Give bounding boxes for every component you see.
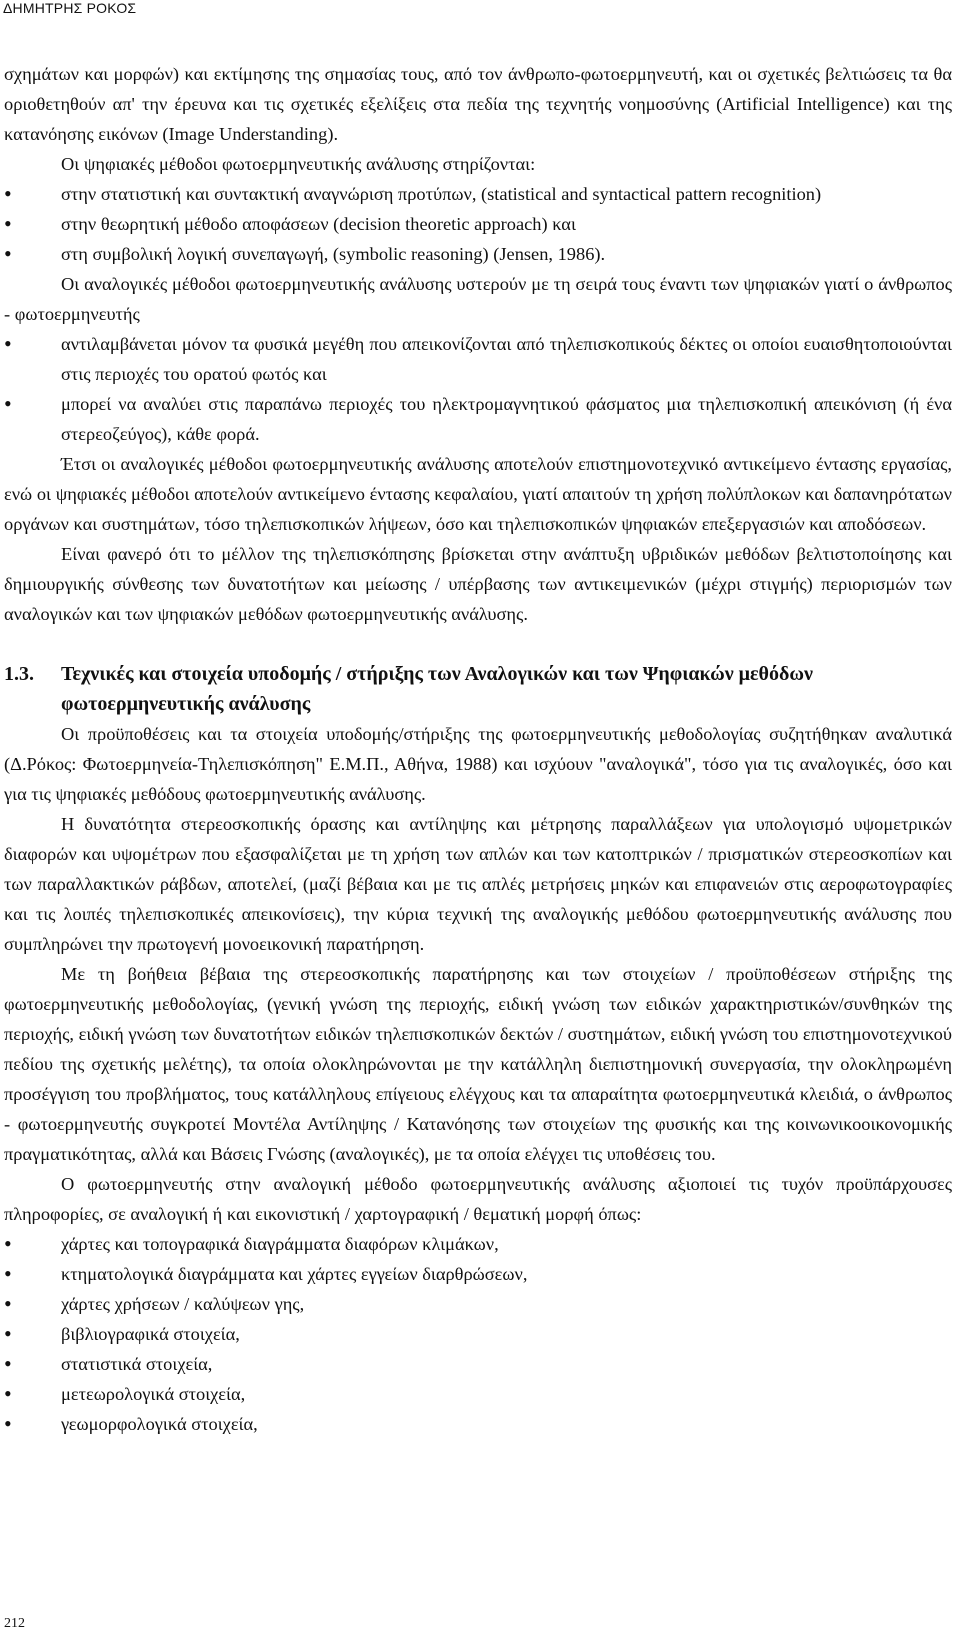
paragraph: Είναι φανερό ότι το μέλλον της τηλεπισκόπησης βρίσκεται στην ανάπτυξη υβριδικών μεθόδων βελτιστοποίησης και δημιουργικής σύνθεσης των δυνατοτήτων και μείωσης / υπέρβασης των αντικειμενικών (μέχρι στιγμής) περιορισμών των αναλογικών και των ψηφιακών μεθόδων φωτοερμηνευτικής ανάλυσης. [4, 544, 952, 624]
paragraph: Με τη βοήθεια βέβαια της στερεοσκοπικής παρατήρησης και των στοιχείων / προϋποθέσεων στήριξης της φωτοερμηνευτικής μεθοδολογίας, (γενική γνώση της περιοχής, ειδική γνώση των ειδικών χαρακτηριστικών/συνθηκών της περιοχής, ειδική γνώση των δυνατοτήτων ειδικών τηλεπισκοπικών δεκτών / συστημάτων, ειδική γνώση του επιστημονοτεχνικού πεδίου της σχετικής μελέτης), τα οποία ολοκληρώνονται με την κατάλληλη διεπιστημονική συνεργασία, την ολοκληρωμένη προσέγγιση του προβλήματος, τους κατάλληλους επίγειους ελέγχους και τα απαραίτητα φωτοερμηνευτικά κλειδιά, ο άνθρωπος - φωτοερμηνευτής συγκροτεί Μοντέλα Αντίληψης / Κατανόησης των στοιχείων της φυσικής και της κοινωνικοοικονομικής πραγματικότητας, αλλά και Βάσεις Γνώσης (αναλογικές), με τα οποία ελέγχει τις υποθέσεις του. [4, 964, 952, 1164]
bullet-item: • στην θεωρητική μέθοδο αποφάσεων (decision theoretic approach) και [4, 209, 952, 239]
bullet-item: • στατιστικά στοιχεία, [4, 1349, 952, 1379]
section-number: 1.3. [4, 663, 34, 685]
bullet-item: • μετεωρολογικά στοιχεία, [4, 1379, 952, 1409]
bullet-item: • βιβλιογραφικά στοιχεία, [4, 1319, 952, 1349]
paragraph: Οι αναλογικές μέθοδοι φωτοερμηνευτικής ανάλυσης υστερούν με τη σειρά τους έναντι των ψηφιακών γιατί ο άνθρωπος - φωτοερμηνευτής [4, 274, 952, 324]
bullet-item: • γεωμορφολογικά στοιχεία, [4, 1409, 952, 1439]
paragraph: Η δυνατότητα στερεοσκοπικής όρασης και αντίληψης και μέτρησης παραλλάξεων για υπολογισμό υψομετρικών διαφορών και υψομέτρων που εξασφαλίζεται με τη χρήση των απλών και των κατοπτρικών / πρισματικών στερεοσκοπίων και των παραλλακτικών ράβδων, αποτελεί, (μαζί βέβαια και με τις απλές μετρήσεις μηκών και επιφανειών στις αεροφωτογραφίες και τις λοιπές τηλεπισκοπικές απεικονίσεις), την κύρια τεχνική της αναλογικής μεθόδου φωτοερμηνευτικής ανάλυσης που συμπληρώνει την πρωτογενή μονοεικονική παρατήρηση. [4, 814, 952, 954]
paragraph: Έτσι οι αναλογικές μέθοδοι φωτοερμηνευτικής ανάλυσης αποτελούν επιστημονοτεχνικό αντικείμενο έντασης εργασίας, ενώ οι ψηφιακές μέθοδοι αποτελούν αντικείμενο έντασης κεφαλαίου, γιατί απαιτούν τη χρήση πολύπλοκων και δαπανηρότατων οργάνων και συστημάτων, τόσο τηλεπισκοπικών λήψεων, όσο και τηλεπισκοπικών ψηφιακών επεξεργασιών και αποδόσεων. [4, 454, 952, 534]
paragraph: Ο φωτοερμηνευτής στην αναλογική μέθοδο φωτοερμηνευτικής ανάλυσης αξιοποιεί τις τυχόν προϋπάρχουσες πληροφορίες, σε αναλογική ή και εικονιστική / χαρτογραφική / θεματική μορφή όπως: [4, 1174, 952, 1224]
running-header: ΔΗΜΗΤΡΗΣ ΡΟΚΟΣ [3, 0, 137, 16]
bullet-item: • αντιλαμβάνεται μόνον τα φυσικά μεγέθη που απεικονίζονται από τηλεπισκοπικούς δέκτες οι οποίοι ευαισθητοποιούνται στις περιοχές του ορατού φωτός και [4, 329, 952, 389]
bullet-item: • κτηματολογικά διαγράμματα και χάρτες εγγείων διαρθρώσεων, [4, 1259, 952, 1289]
paragraph: σχημάτων και μορφών) και εκτίμησης της σημασίας τους, από τον άνθρωπο-φωτοερμηνευτή, και οι σχετικές βελτιώσεις τα θα οριοθετηθούν απ' την έρευνα και τις σχετικές εξελίξεις στα πεδία της τεχνητής νοημοσύνης (Artificial Intelligence) και της κατανόησης εικόνων (Image Understanding). [4, 64, 952, 144]
bullet-item: • μπορεί να αναλύει στις παραπάνω περιοχές του ηλεκτρομαγνητικού φάσματος μια τηλεπισκοπική απεικόνιση (ή ένα στερεοζεύγος), κάθε φορά. [4, 389, 952, 449]
bullet-item: • στη συμβολική λογική συνεπαγωγή, (symbolic reasoning) (Jensen, 1986). [4, 239, 952, 269]
bullet-item: • χάρτες χρήσεων / καλύψεων γης, [4, 1289, 952, 1319]
paragraph: Οι ψηφιακές μέθοδοι φωτοερμηνευτικής ανάλυσης στηρίζονται: [61, 154, 536, 174]
section-title: Τεχνικές και στοιχεία υποδομής / στήριξης των Αναλογικών και των Ψηφιακών μεθόδων φωτοερμηνευτικής ανάλυσης [61, 663, 813, 715]
bullet-item: • στην στατιστική και συντακτική αναγνώριση προτύπων, (statistical and syntactical pattern recognition) [4, 179, 952, 209]
page-body [4, 59, 952, 1439]
page-number: 212 [4, 1616, 25, 1631]
bullet-item: • χάρτες και τοπογραφικά διαγράμματα διαφόρων κλιμάκων, [4, 1229, 952, 1259]
section-heading [4, 659, 952, 719]
paragraph: Οι προϋποθέσεις και τα στοιχεία υποδομής/στήριξης της φωτοερμηνευτικής μεθοδολογίας συζητήθηκαν αναλυτικά (Δ.Ρόκος: Φωτοερμηνεία-Τηλεπισκόπηση" Ε.Μ.Π., Αθήνα, 1988) και ισχύουν "αναλογικά", τόσο για τις αναλογικές, όσο και για τις ψηφιακές μεθόδους φωτοερμηνευτικής ανάλυσης. [4, 724, 952, 804]
